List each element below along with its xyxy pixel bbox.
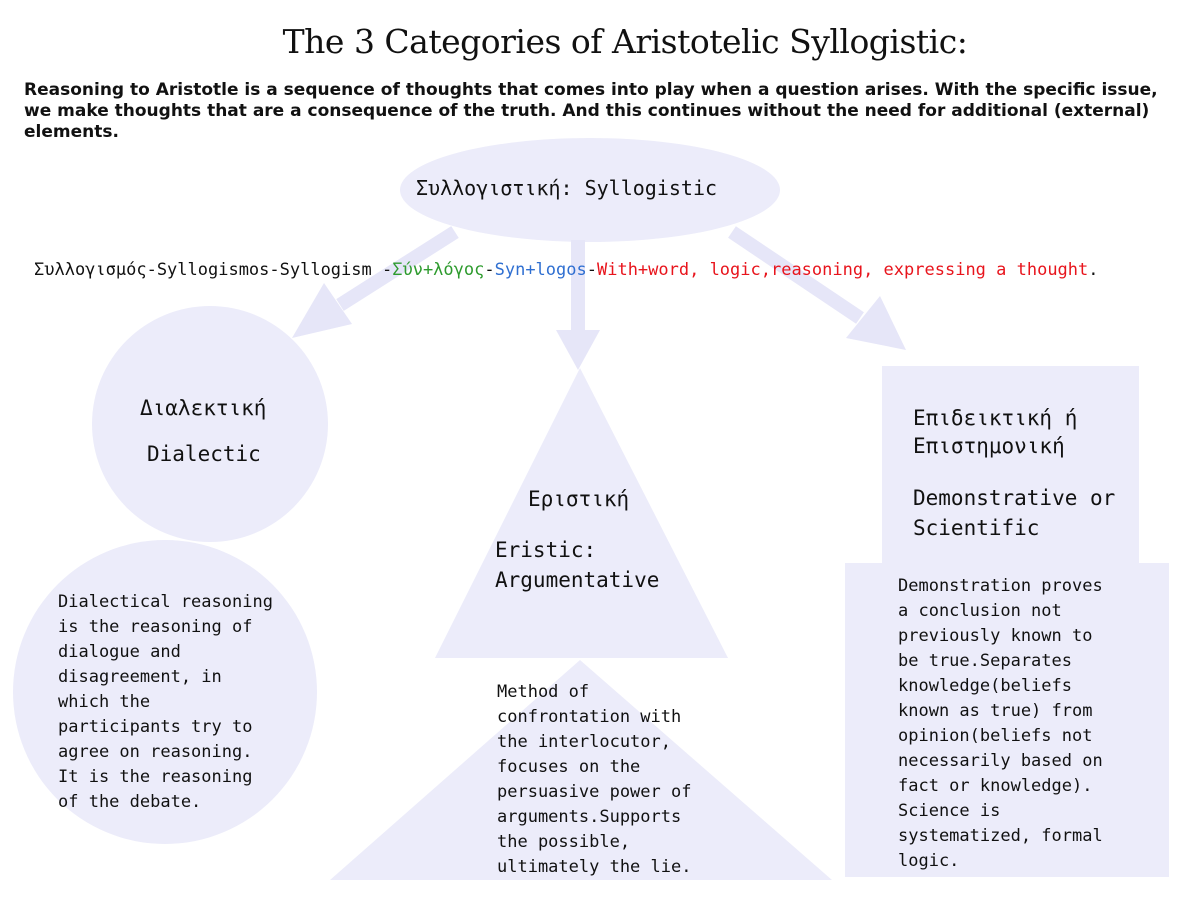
demonstrative-description: Demonstration proves a conclusion not previously known to be true.Separates knowledge(beliefs known as true) from opinion(beliefs not necessarily based on fact or knowledge). Science is systematized, formal logic. xyxy=(898,576,1103,871)
etymology-line xyxy=(34,260,1099,280)
demonstrative-subtitle: Demonstrative or Scientific xyxy=(913,486,1116,540)
eristic-title: Εριστική xyxy=(528,487,630,511)
eristic-description: Method of confrontation with the interlocutor, focuses on the persuasive power of arguments.Supports the possible, ultimately the lie. xyxy=(497,682,692,877)
intro-paragraph: Reasoning to Aristotle is a sequence of thoughts that comes into play when a question arises. With the specific issue, we make thoughts that are a consequence of the truth. And this continues without the need for additional (external) elements. xyxy=(24,80,1158,142)
etymology-part1: Συλλογισμός-Syllogismos-Syllogism - xyxy=(34,260,393,280)
eristic-top-triangle xyxy=(435,368,728,658)
root-label: Συλλογιστική: Syllogistic xyxy=(416,176,718,200)
dialectic-description: Dialectical reasoning is the reasoning of dialogue and disagreement, in which the participants try to agree on reasoning. It is the reasoning of the debate. xyxy=(58,592,273,812)
etymology-sep2: - xyxy=(586,260,597,280)
etymology-sep1: - xyxy=(484,260,495,280)
dialectic-subtitle: Dialectic xyxy=(147,442,261,466)
etymology-meaning: With+word, logic,reasoning, expressing a thought xyxy=(596,260,1089,280)
etymology-greek: Σύν+λόγος xyxy=(392,260,485,280)
dialectic-title-circle xyxy=(92,306,328,542)
eristic-subtitle: Eristic: Argumentative xyxy=(495,538,660,592)
etymology-latin: Syn+logos xyxy=(494,260,587,280)
demonstrative-title: Επιδεικτική ή Επιστημονική xyxy=(913,406,1078,458)
page-title: The 3 Categories of Aristotelic Syllogistic: xyxy=(282,22,968,61)
etymology-end: . xyxy=(1088,260,1099,280)
arrow-left-head xyxy=(292,283,352,338)
arrow-middle-head xyxy=(556,330,600,370)
dialectic-title: Διαλεκτική xyxy=(140,396,267,420)
